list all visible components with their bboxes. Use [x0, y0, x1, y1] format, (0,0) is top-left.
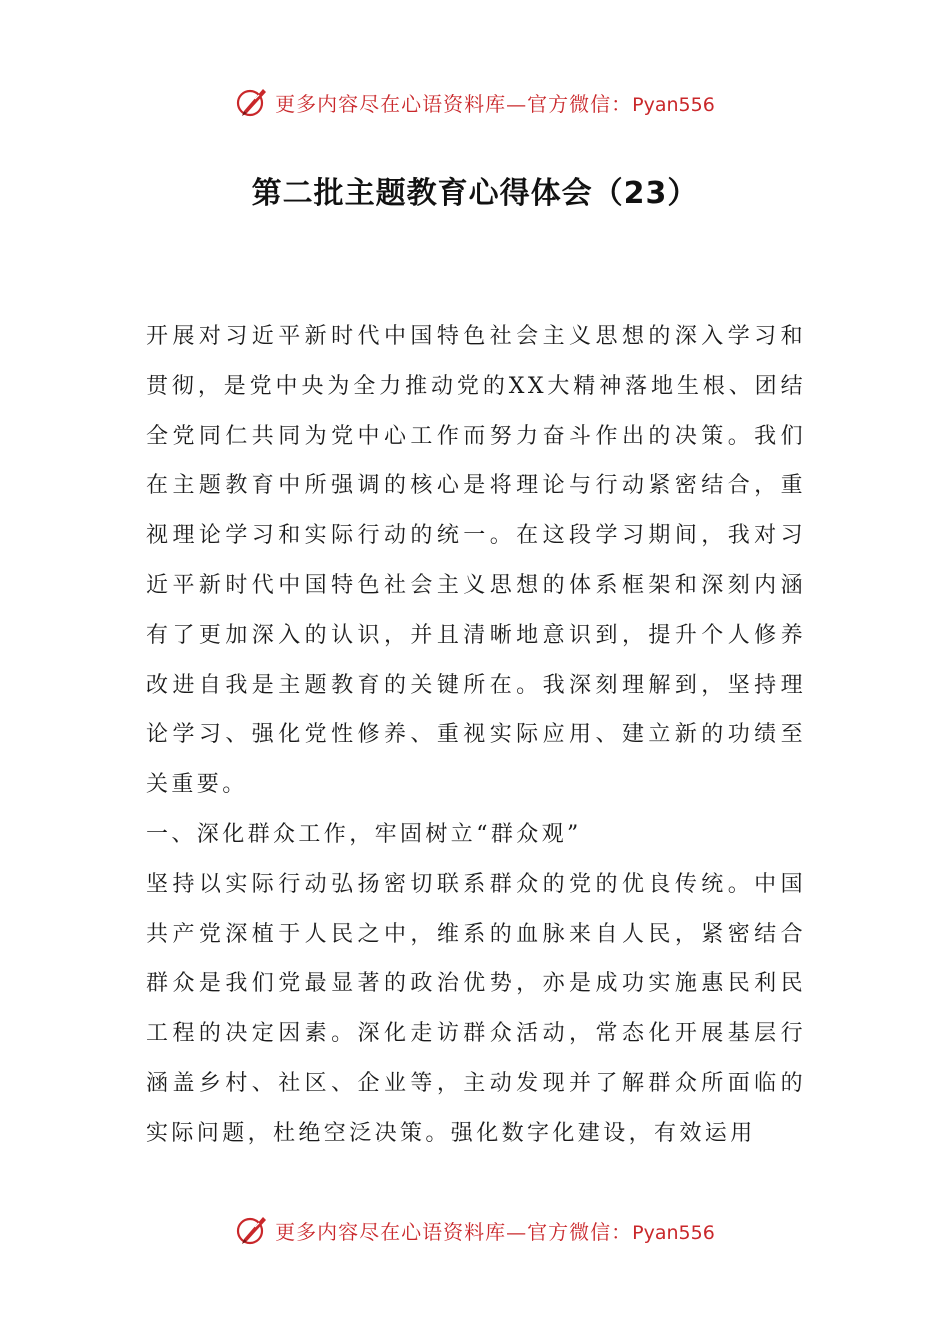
wechat-handle: Pyan556: [632, 1221, 715, 1244]
section-heading-1: 一、深化群众工作，牢固树立“群众观”: [146, 821, 582, 847]
paragraph-intro: 开展对习近平新时代中国特色社会主义思想的深入学习和贯彻，是党中央为全力推动党的XX大精神落地生根、团结全党同仁共同为党中心工作而努力奋斗作出的决策。我们在主题教育中所强调的核心是将理论与行动紧密结合，重视理论学习和实际行动的统一。在这段学习期间，我对习近平新时代中国特色社会主义思想的体系框架和深刻内涵有了更加深入的认识，并且清晰地意识到，提升个人修养改进自我是主题教育的关键所在。我深刻理解到，坚持理论学习、强化党性修养、重视实际应用、建立新的功绩至关重要。: [146, 324, 806, 798]
watermark-text: 更多内容尽在心语资料库—官方微信：Pyan556: [275, 91, 715, 116]
page-title: 第二批主题教育心得体会（23）: [251, 176, 699, 211]
wechat-handle: Pyan556: [632, 93, 715, 116]
watermark-text: 更多内容尽在心语资料库—官方微信：Pyan556: [275, 1219, 715, 1244]
paragraph-section-1: 坚持以实际行动弘扬密切联系群众的党的优良传统。中国共产党深植于人民之中，维系的血脉来自人民，紧密结合群众是我们党最显著的政治优势，亦是成功实施惠民利民工程的决定因素。深化走访群众活动，常态化开展基层行涵盖乡村、社区、企业等，主动发现并了解群众所面临的实际问题，杜绝空泛决策。强化数字化建设，有效运用: [146, 871, 806, 1146]
document-body: [146, 312, 806, 1159]
quill-pen-circle-icon: [235, 85, 269, 119]
header-watermark-banner: [0, 82, 950, 122]
quill-pen-circle-icon: [235, 1213, 269, 1247]
footer-watermark-banner: [0, 1210, 950, 1250]
